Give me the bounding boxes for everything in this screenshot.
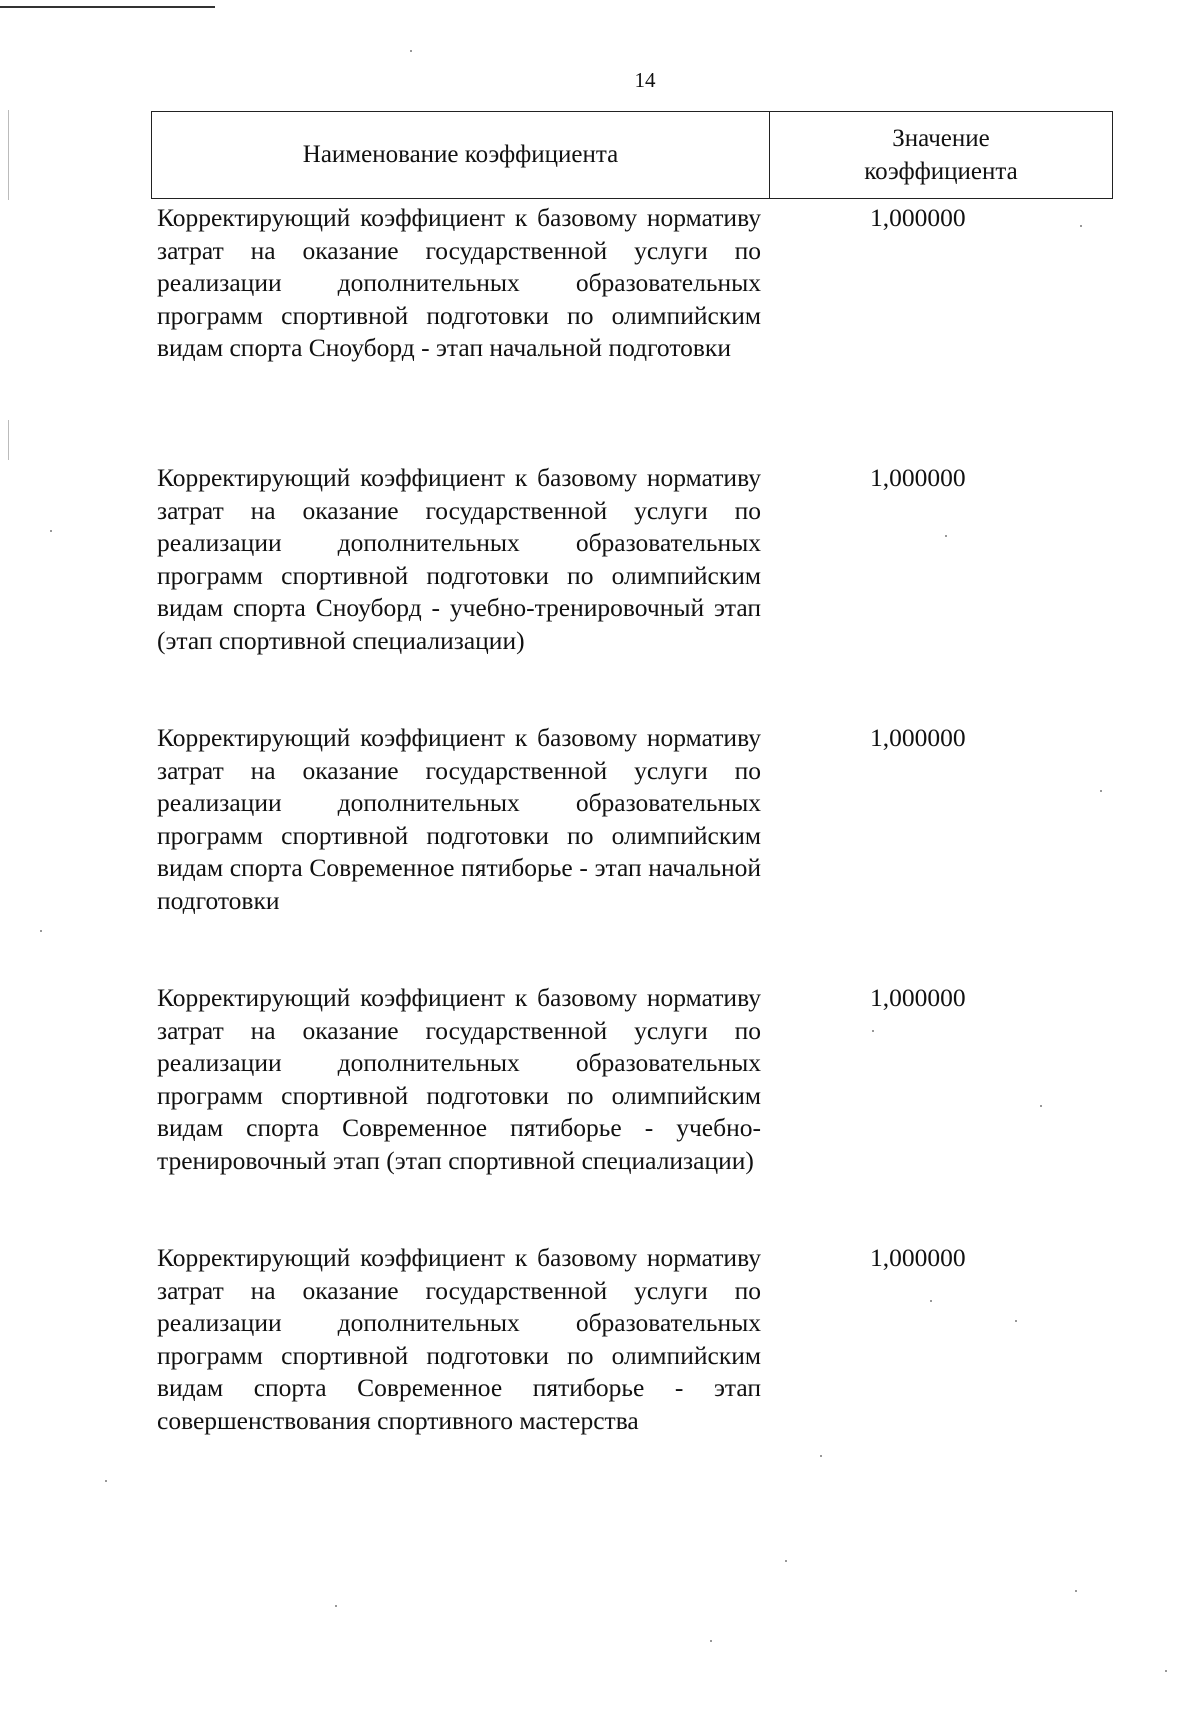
scan-speck [1040, 1105, 1042, 1107]
coefficient-value: 1,000000 [870, 203, 966, 232]
page-number: 14 [634, 68, 656, 92]
coefficient-value: 1,000000 [870, 463, 966, 492]
coefficient-value: 1,000000 [870, 983, 966, 1012]
coefficient-value: 1,000000 [870, 1243, 966, 1272]
header-value-line1: Значение [892, 125, 990, 152]
scan-edge-mark [0, 6, 215, 8]
scan-speck [930, 1300, 932, 1302]
scan-speck [785, 1560, 787, 1562]
scan-speck [1015, 1320, 1017, 1322]
scan-speck [945, 535, 947, 537]
header-value-line2: коэффициента [864, 158, 1018, 185]
scan-speck [1075, 1590, 1077, 1592]
coefficient-name: Корректирующий коэффициент к базовому нормативу затрат на оказание государственной услуги по реализации дополнительных образовательных программ спортивной подготовки по олимпийским видам спорта Сноуборд - учебно-тренировочный этап (этап спортивной специализации) [157, 463, 761, 655]
scan-speck [50, 530, 52, 532]
header-coefficient-name: Наименование коэффициента [152, 112, 770, 198]
coefficient-name: Корректирующий коэффициент к базовому нормативу затрат на оказание государственной услуги по реализации дополнительных образовательных программ спортивной подготовки по олимпийским видам спорта Современное пятиборье - этап совершенствования спортивного мастерства [157, 1243, 761, 1435]
table-header [151, 111, 1113, 199]
scan-speck [1165, 1670, 1167, 1672]
scan-speck [1100, 790, 1102, 792]
coefficient-name: Корректирующий коэффициент к базовому нормативу затрат на оказание государственной услуги по реализации дополнительных образовательных программ спортивной подготовки по олимпийским видам спорта Современное пятиборье - этап начальной подготовки [157, 723, 761, 915]
header-coefficient-value [770, 112, 1112, 198]
scan-speck [105, 1480, 107, 1482]
scan-margin-line [8, 110, 9, 200]
scan-speck [410, 50, 412, 52]
scan-speck [335, 1605, 337, 1607]
scan-speck [1080, 225, 1082, 227]
coefficient-name: Корректирующий коэффициент к базовому нормативу затрат на оказание государственной услуги по реализации дополнительных образовательных программ спортивной подготовки по олимпийским видам спорта Современное пятиборье - учебно-тренировочный этап (этап спортивной специализации) [157, 983, 761, 1175]
coefficient-name: Корректирующий коэффициент к базовому нормативу затрат на оказание государственной услуги по реализации дополнительных образовательных программ спортивной подготовки по олимпийским видам спорта Сноуборд - этап начальной подготовки [157, 203, 761, 362]
scan-speck [710, 1640, 712, 1642]
scan-speck [40, 930, 42, 932]
scan-margin-line [8, 420, 9, 460]
scan-speck [872, 1030, 874, 1032]
coefficient-value: 1,000000 [870, 723, 966, 752]
scan-speck [820, 1455, 822, 1457]
